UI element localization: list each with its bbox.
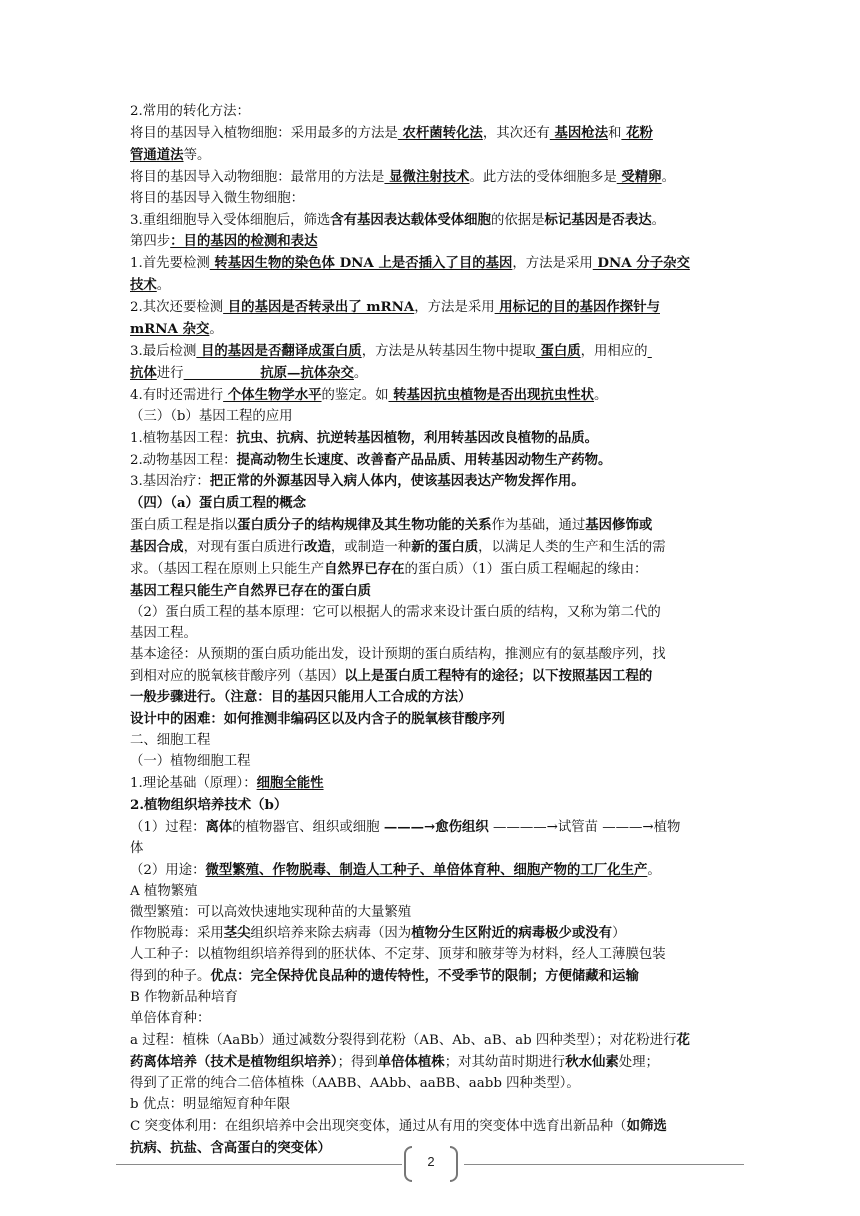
text-run: （三）（b）基因工程的应用 [130,408,293,424]
text-line [130,537,732,559]
text-run: 离体 [205,818,233,835]
text-run: ———→ [383,818,436,835]
text-run: 体 [130,840,144,856]
text-run: 3.重组细胞导入受体细胞后，筛选 [130,212,331,228]
text-line [130,559,732,581]
text-run: 新的蛋白质 [411,539,479,556]
text-line [130,860,732,882]
text-run: 药离体培养（技术是植物组织培养） [130,1053,338,1070]
text-run: 微型繁殖、作物脱毒、制造人工种子、单倍体育种、细胞产物的工厂化生产 [205,861,648,878]
text-run: 目的基因是否翻译成蛋白质 [196,342,362,359]
text-run: a 过程：植株（AaBb）通过减数分裂得到花粉（AB、Ab、aB、ab 四种类型）；对花粉进行 [130,1032,677,1048]
text-run: 到相对应的脱氧核苷酸序列（基因） [130,668,345,684]
text-run: 作物脱毒：采用 [130,926,224,942]
text-line [130,795,732,817]
text-line [130,903,732,924]
text-line [130,624,732,645]
text-run: 个体生物学水平 [223,386,322,403]
text-run: 微型繁殖：可以高效快速地实现种苗的大量繁殖 [130,904,412,920]
text-run: （2）用途： [130,862,206,878]
text-line [130,319,732,341]
text-run: 转基因抗虫植物是否出现抗虫性状 [388,386,595,403]
text-run: 3.基因治疗： [130,474,210,490]
text-line [130,1009,732,1030]
text-run: （一）植物细胞工程 [130,754,251,770]
text-line [130,231,732,253]
text-run: 求。（基因工程在原则上只能生产 [130,562,325,578]
text-run: 单倍体植株 [377,1053,445,1070]
text-run: 显微注射技术 [384,168,470,185]
text-line [130,123,732,145]
text-run: 作为基础，通过 [491,518,586,534]
text-run: 蛋白质工程是指以 [130,518,238,534]
text-run: 受精卵 [616,168,662,185]
document-body [130,102,732,1159]
text-run: ，方法是采用 [512,256,593,272]
text-run: 秋水仙素 [565,1053,619,1070]
text-run: 技术 [130,277,157,294]
text-run: ） [612,926,626,942]
text-run: 花粉 [621,124,653,141]
text-run: 把正常的外源基因导入病人体内，使该基因表达产物发挥作用。 [209,473,585,490]
text-run: B 作物新品种培育 [130,990,238,1006]
text-run: 基因修饰或 [585,517,653,534]
text-line [130,210,732,232]
text-line [130,1074,732,1095]
text-run: （2）蛋白质工程的基本原理：它可以根据人的需求来设计蛋白质的结构，又称为第二代的 [130,604,661,620]
text-run: 标记基因是否表达 [544,211,652,228]
text-run: 转基因生物的染色体 DNA 上是否插入了目的基因 [209,255,513,272]
text-run: 。 [661,169,675,185]
text-run: 基因合成 [130,539,184,556]
page-number-bracket-right [450,1146,458,1182]
footer-rule-right [464,1164,744,1165]
text-run: ，用相应的 [580,343,648,359]
text-run: 的依据是 [490,212,545,228]
text-line [130,966,732,988]
text-line [130,450,732,472]
text-line [130,882,732,903]
text-run: 提高动物生长速度、改善畜产品品质、用转基因动物生产药物。 [236,451,612,468]
text-line [130,839,732,860]
text-line [130,407,732,428]
text-line [130,645,732,666]
text-line [130,253,732,275]
text-run: 。 [647,862,661,878]
text-run: 1.植物基因工程： [130,430,237,446]
text-run: 4.有时还需进行 [130,387,224,403]
text-run: 2.动物基因工程： [130,452,237,468]
text-run: 蛋白质 [535,342,581,359]
text-run: 。 [209,322,223,338]
text-run: ，或制造一种 [330,540,412,556]
text-line [130,428,732,450]
text-run: ，方法是从转基因生物中提取 [361,343,536,359]
text-run: 农杆菌转化法 [397,124,483,141]
text-run: 如筛选 [626,1117,667,1134]
text-run: A 植物繁殖 [130,883,198,899]
text-run: ；得到 [337,1054,378,1070]
text-run: 。 [651,212,666,228]
text-run: 目的基因是否转录出了 mRNA [223,299,415,316]
text-run: 设计中的困难：如何推测非编码区以及内含子的脱氧核苷酸序列 [130,711,505,728]
text-run: 基因工程。 [130,625,197,641]
text-run: 用标记的目的基因作探针与 [494,299,660,316]
text-line [130,493,732,515]
text-run: 1.首先要检测 [130,256,210,272]
text-line [130,709,732,731]
text-line [130,773,732,795]
text-run: mRNA 杂交 [130,321,210,338]
text-run: 1.理论基础（原理）： [130,776,257,792]
text-run: b 优点：明显缩短育种年限 [130,1096,291,1112]
text-run: 抗原—抗体杂交 [260,364,354,381]
text-run: 将目的基因导入微生物细胞： [130,190,305,206]
text-run: 。 [156,278,171,294]
text-run: （四）（a）蛋白质工程的概念 [130,495,307,512]
text-run: 的植物器官、组织或细胞 [232,819,384,835]
text-run: 优点：完全保持优良品种的遗传特性，不受季节的限制；方便储藏和运输 [210,968,639,985]
text-line [130,752,732,773]
text-run: 自然界已存在 [324,561,405,578]
text-run: 单倍体育种： [130,1011,211,1027]
text-run: 人工种子：以植物组织培养得到的胚状体、不定芽、顶芽和腋芽等为材料，经人工薄膜包装 [130,947,666,963]
text-run: 组织培养来除去病毒（因为 [250,926,412,942]
text-line [130,1095,732,1116]
text-run: 将目的基因导入动物细胞：最常用的方法是 [130,169,385,185]
text-run: 愈伤组织 [435,818,489,835]
text-run: 2.其次还要检测 [130,300,224,316]
text-run: 2.常用的转化方法： [130,104,250,119]
text-run: 得到的种子。 [130,969,211,985]
text-run [184,366,261,381]
text-run: 得到了正常的纯合二倍体植株（AABB、AAbb、aaBB、aabb 四种类型）。 [130,1075,580,1091]
text-line [130,471,732,493]
text-line [130,1052,732,1074]
text-run: 抗病、抗盐、含高蛋白的突变体） [130,1139,331,1156]
text-line [130,102,732,123]
text-run: 3.最后检测 [130,343,197,359]
text-run: 基因枪法 [549,124,609,141]
text-run: ；对其幼苗时期进行 [444,1054,566,1070]
text-line [130,923,732,945]
text-run: 基本途径：从预期的蛋白质功能出发，设计预期的蛋白质结构，推测应有的氨基酸序列，找 [130,646,666,662]
text-line [130,1030,732,1052]
text-run: 。 [594,387,608,403]
text-run: DNA 分子杂交 [592,255,690,272]
text-line [130,275,732,297]
text-line [130,363,732,385]
text-run: 以上是蛋白质工程特有的途径；以下按照基因工程的 [344,667,653,684]
text-line [130,189,732,210]
text-run: 处理； [618,1054,659,1070]
text-run: 抗虫、抗病、抗逆转基因植物，利用转基因改良植物的品质。 [236,429,599,446]
text-line [130,145,732,167]
text-run: ————→试管苗 ———→植物 [488,819,681,835]
text-run: 第四步 [130,234,171,250]
text-run: 的蛋白质）（1）蛋白质工程崛起的缘由： [404,562,648,578]
text-line [130,297,732,319]
text-run: 进行 [156,365,184,381]
page-number-bracket-left [404,1146,412,1182]
text-run: C 突变体利用：在组织培养中会出现突变体，通过从有用的突变体中选育出新品种（ [130,1118,627,1134]
text-run: 。 [353,365,368,381]
text-line [130,341,732,363]
text-run: 管通道法 [130,146,184,163]
text-run: ，方法是采用 [414,300,495,316]
text-line [130,581,732,603]
page-number: 2 [427,1154,435,1169]
text-run: 含有基因表达载体受体细胞 [330,211,491,228]
text-line [130,666,732,688]
footer-rule-left [116,1164,402,1165]
text-run: （1）过程： [130,819,206,835]
text-run: ，其次还有 [482,125,550,141]
text-run: 和 [608,125,622,141]
text-run: 改造 [304,539,331,556]
text-run: 一般步骤进行。（注意：目的基因只能用人工合成的方法） [130,689,472,706]
text-run: ，以满足人类的生产和生活的需 [478,540,666,556]
text-run: 将目的基因导入植物细胞：采用最多的方法是 [130,125,398,141]
text-run: 蛋白质分子的结构规律及其生物功能的关系 [237,517,492,534]
text-line [130,385,732,407]
text-run: 的鉴定。如 [321,387,389,403]
text-run: ，对现有蛋白质进行 [183,540,305,556]
text-run: 2.植物组织培养技术（b） [130,797,288,813]
text-run: 细胞全能性 [256,775,324,792]
text-run: 抗体 [130,364,157,381]
text-line [130,515,732,537]
text-line [130,945,732,966]
text-line [130,988,732,1009]
text-line [130,731,732,752]
text-run: 花 [676,1031,690,1048]
text-run: 等。 [183,147,211,163]
text-line [130,1116,732,1138]
text-run: 植物分生区附近的病毒极少或没有 [411,925,613,942]
text-run: 。此方法的受体细胞多是 [469,169,617,185]
text-line [130,167,732,189]
text-line [130,817,732,839]
text-run: 二、细胞工程 [130,733,211,749]
text-line [130,687,732,709]
text-run [648,344,652,359]
text-run: 基因工程只能生产自然界已存在的蛋白质 [130,582,372,599]
text-run: ：目的基因的检测和表达 [170,233,318,250]
text-line [130,603,732,624]
text-run: 茎尖 [223,925,251,942]
